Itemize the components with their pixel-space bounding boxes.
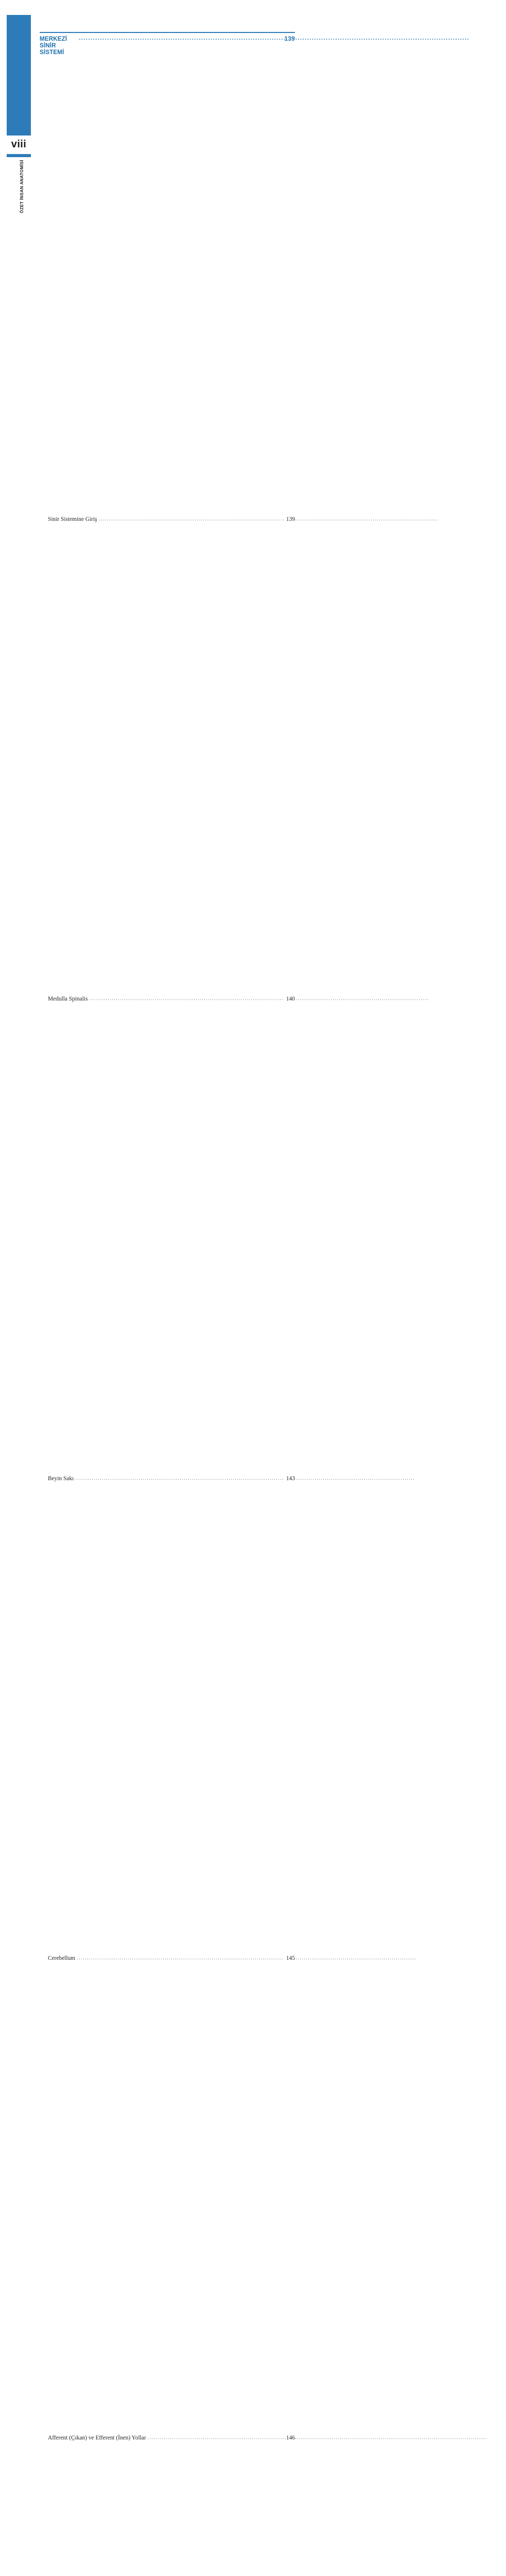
entry-title: Cerebellum [48,1955,76,1962]
dot-leader [77,1955,284,1962]
toc-entry[interactable] [40,2434,295,2576]
dot-leader [99,516,285,523]
entry-page-number: 146 [286,2434,295,2576]
section-divider-rule [40,32,295,33]
toc-entry[interactable] [40,515,295,995]
toc-section-heading[interactable] [40,34,295,515]
running-head-vertical: ÖZET İNSAN ANATOMİSİ [20,160,24,213]
left-margin-color-block [7,15,31,135]
dot-leader [75,1475,284,1483]
dot-leader [148,2434,286,2442]
toc-section [40,32,295,2576]
entry-title: Beyin Sakı [48,1476,74,1482]
dot-leader [90,995,285,1003]
toc-entry[interactable] [40,1954,295,2434]
table-of-contents [40,32,295,2576]
toc-entry[interactable] [40,1475,295,1954]
entry-title: Medulla Spinalis [48,996,88,1003]
entry-title: Afferent (Çıkan) ve Efferent (İnen) Yollar [48,2435,146,2442]
section-page-number: 139 [285,35,295,515]
toc-entry[interactable] [40,995,295,1475]
section-title: MERKEZİ SİNİR SİSTEMİ [40,36,67,56]
entry-page-number: 139 [285,515,295,995]
folio-page-number: viii [11,138,27,150]
entry-page-number: 143 [284,1475,295,1954]
dot-leader [79,35,284,41]
entry-page-number: 145 [284,1954,295,2434]
entry-title: Sinir Sistemine Giriş [48,516,97,523]
left-margin-rule [7,154,31,157]
entry-page-number: 140 [284,995,295,1475]
